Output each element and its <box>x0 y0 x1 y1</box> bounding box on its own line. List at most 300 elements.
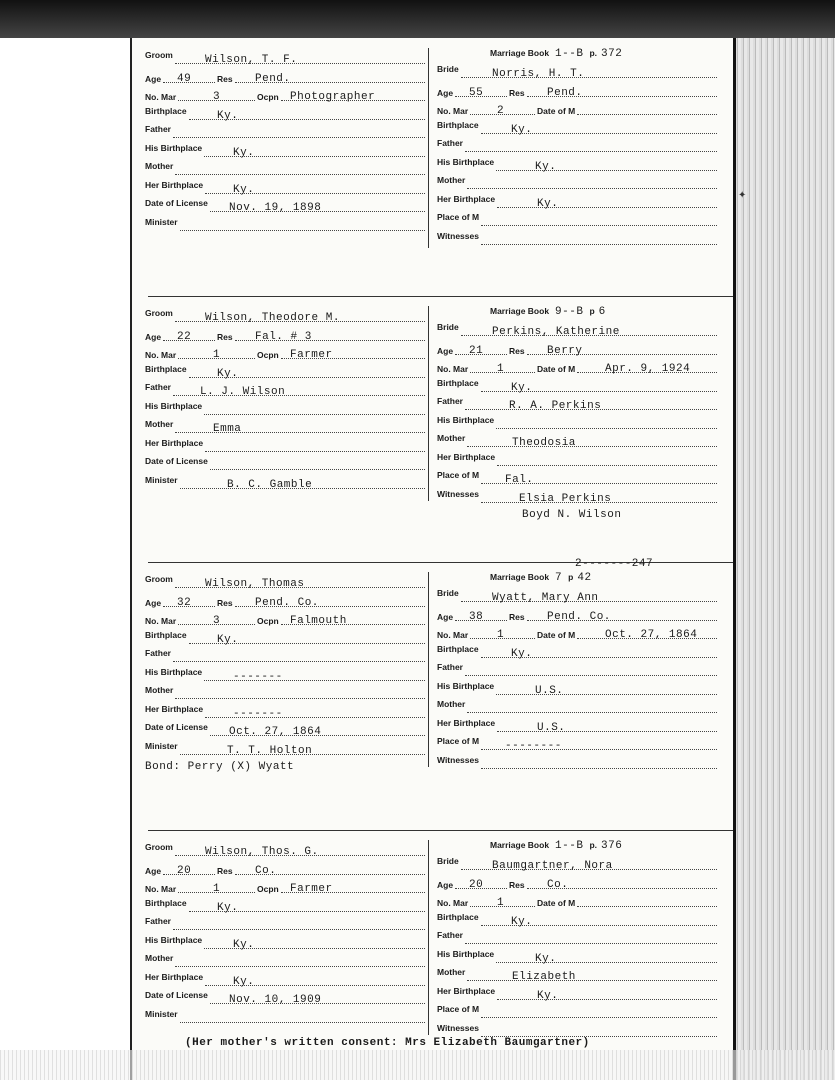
bride-place-of-m-value: Fal. <box>505 474 534 486</box>
groom-name-label: Groom <box>145 308 173 318</box>
marriage-book-page-label: p. <box>589 840 598 850</box>
bride-her-birthplace-label: Her Birthplace <box>437 451 496 462</box>
bride-mother-line <box>467 980 717 981</box>
bride-birthplace-label: Birthplace <box>437 911 479 922</box>
groom-age-second-value: Pend. <box>255 72 291 85</box>
bride-her-birthplace-value: Ky. <box>537 197 559 210</box>
bride-birthplace-value: Ky. <box>511 381 533 394</box>
groom-no-mar-label: No. Mar <box>145 616 177 626</box>
groom-birthplace-label: Birthplace <box>145 897 187 908</box>
bride-birthplace-row <box>437 912 717 930</box>
marriage-book-ref <box>490 306 606 318</box>
bride-his-birthplace-label: His Birthplace <box>437 156 495 167</box>
bride-witnesses-row <box>437 489 717 507</box>
bride-no-mar-second-label: Date of M <box>537 106 576 116</box>
column-divider <box>428 840 429 1035</box>
bride-mother-label: Mother <box>437 699 466 709</box>
bride-name-row <box>437 64 717 82</box>
bride-name-row <box>437 856 717 874</box>
bride-witnesses-line <box>481 768 717 769</box>
groom-no-mar-value: 1 <box>213 349 221 361</box>
bride-her-birthplace-line <box>497 731 717 732</box>
bride-his-birthplace-value: Ky. <box>535 160 557 173</box>
bride-no-mar-row <box>437 101 717 119</box>
groom-date-of-license-row <box>145 990 425 1008</box>
bride-mother-label: Mother <box>437 967 466 977</box>
bride-father-value: R. A. Perkins <box>509 400 602 412</box>
groom-father-row <box>145 916 425 934</box>
bride-no-mar-value: 2 <box>497 105 505 117</box>
groom-father-label: Father <box>145 382 171 392</box>
bride-name-label: Bride <box>437 588 459 598</box>
marriage-book-label: Marriage Book <box>490 48 550 58</box>
groom-no-mar-second-label: Ocpn <box>257 92 279 102</box>
groom-no-mar-second-value: Farmer <box>290 349 333 361</box>
groom-his-birthplace-row <box>145 143 425 161</box>
groom-birthplace-row <box>145 898 425 916</box>
groom-minister-label: Minister <box>145 1008 178 1019</box>
bride-birthplace-row <box>437 378 717 396</box>
groom-name-label: Groom <box>145 574 173 584</box>
groom-age-row <box>145 69 425 87</box>
groom-no-mar-row <box>145 611 425 629</box>
groom-father-label: Father <box>145 648 171 658</box>
bride-name-value: Norris, H. T. <box>492 68 585 80</box>
column-divider <box>428 48 429 248</box>
bride-age-second-label: Res <box>509 87 525 98</box>
bride-birthplace-label: Birthplace <box>437 119 479 130</box>
bride-age-row <box>437 83 717 101</box>
groom-birthplace-row <box>145 364 425 382</box>
bride-place-of-m-line <box>481 1017 717 1018</box>
groom-age-second-label: Res <box>217 331 233 342</box>
bride-mother-label: Mother <box>437 433 466 443</box>
groom-father-label: Father <box>145 124 171 134</box>
groom-date-of-license-label: Date of License <box>145 198 208 208</box>
bride-age-label: Age <box>437 879 454 890</box>
groom-minister-row <box>145 1009 425 1027</box>
bride-his-birthplace-value: U.S. <box>535 684 564 697</box>
groom-her-birthplace-line <box>205 451 425 452</box>
groom-no-mar-second-value: Falmouth <box>290 615 347 627</box>
bride-no-mar-second-label: Date of M <box>537 898 576 908</box>
bride-no-mar-second-value: Oct. 27, 1864 <box>605 629 698 641</box>
marriage-book-ref <box>490 48 622 60</box>
groom-birthplace-row <box>145 630 425 648</box>
groom-name-row <box>145 50 425 68</box>
marriage-book-ref <box>490 840 622 852</box>
groom-no-mar-second-value: Farmer <box>290 883 333 895</box>
card-right-edge <box>733 38 736 1080</box>
bride-father-label: Father <box>437 396 463 406</box>
bride-no-mar-second-line <box>577 906 717 907</box>
groom-minister-row <box>145 475 425 493</box>
marriage-book-volume: 7 <box>555 572 563 584</box>
groom-no-mar-second-label: Ocpn <box>257 884 279 894</box>
groom-his-birthplace-row <box>145 935 425 953</box>
bride-age-row <box>437 607 717 625</box>
bride-her-birthplace-label: Her Birthplace <box>437 717 496 728</box>
bride-witnesses-row <box>437 231 717 249</box>
bride-age-row <box>437 875 717 893</box>
groom-her-birthplace-label: Her Birthplace <box>145 437 204 448</box>
bride-no-mar-row <box>437 359 717 377</box>
bride-mother-value: Elizabeth <box>512 971 576 983</box>
groom-birthplace-row <box>145 106 425 124</box>
bride-birthplace-label: Birthplace <box>437 377 479 388</box>
bride-age-value: 38 <box>469 610 484 623</box>
bride-age-second-label: Res <box>509 611 525 622</box>
bride-his-birthplace-label: His Birthplace <box>437 414 495 425</box>
groom-mother-row <box>145 419 425 437</box>
record-note: Bond: Perry (X) Wyatt <box>145 761 295 773</box>
marriage-book-volume: 1--B <box>555 48 584 60</box>
marriage-book-ref <box>490 572 592 584</box>
bride-birthplace-row <box>437 120 717 138</box>
bride-his-birthplace-line <box>496 962 717 963</box>
groom-date-of-license-label: Date of License <box>145 722 208 732</box>
bride-place-of-m-row <box>437 212 717 230</box>
scan-right-margin <box>735 38 835 1080</box>
bride-his-birthplace-row <box>437 157 717 175</box>
groom-name-value: Wilson, T. F. <box>205 54 298 66</box>
bride-her-birthplace-value: U.S. <box>537 721 566 734</box>
marriage-book-label: Marriage Book <box>490 572 550 582</box>
groom-mother-line <box>175 698 425 699</box>
groom-date-of-license-label: Date of License <box>145 456 208 466</box>
bride-father-label: Father <box>437 662 463 672</box>
groom-age-row <box>145 861 425 879</box>
groom-date-of-license-row <box>145 456 425 474</box>
groom-age-second-value: Pend. Co. <box>255 596 319 609</box>
bride-father-row <box>437 138 717 156</box>
bride-his-birthplace-label: His Birthplace <box>437 948 495 959</box>
bride-her-birthplace-line <box>497 465 717 466</box>
groom-age-second-value: Co. <box>255 864 277 877</box>
marriage-book-page: 6 <box>598 306 606 318</box>
bride-no-mar-label: No. Mar <box>437 364 469 374</box>
marriage-book-page: 42 <box>577 572 592 584</box>
groom-birthplace-label: Birthplace <box>145 363 187 374</box>
groom-minister-value: B. C. Gamble <box>227 478 313 491</box>
bride-witnesses-value: Elsia Perkins <box>519 492 612 505</box>
bride-witnesses-label: Witnesses <box>437 1022 479 1033</box>
bride-name-value: Baumgartner, Nora <box>492 860 613 872</box>
groom-mother-label: Mother <box>145 953 174 963</box>
bride-age-label: Age <box>437 345 454 356</box>
groom-no-mar-value: 3 <box>213 91 221 103</box>
bride-birthplace-value: Ky. <box>511 123 533 136</box>
groom-her-birthplace-value: ------- <box>233 707 283 720</box>
groom-mother-label: Mother <box>145 419 174 429</box>
groom-date-of-license-value: Nov. 19, 1898 <box>229 202 322 214</box>
groom-father-label: Father <box>145 916 171 926</box>
groom-mother-label: Mother <box>145 161 174 171</box>
groom-no-mar-value: 3 <box>213 615 221 627</box>
marriage-book-volume: 1--B <box>555 840 584 852</box>
groom-mother-line <box>175 174 425 175</box>
bride-her-birthplace-label: Her Birthplace <box>437 985 496 996</box>
bride-place-of-m-row <box>437 1004 717 1022</box>
marriage-book-volume: 9--B <box>555 306 584 318</box>
bride-age-second-label: Res <box>509 879 525 890</box>
groom-name-row <box>145 842 425 860</box>
bride-age-value: 55 <box>469 86 484 99</box>
column-divider <box>428 306 429 501</box>
groom-his-birthplace-label: His Birthplace <box>145 666 203 677</box>
bride-witnesses-label: Witnesses <box>437 488 479 499</box>
groom-father-row <box>145 124 425 142</box>
groom-her-birthplace-value: Ky. <box>233 183 255 196</box>
groom-minister-label: Minister <box>145 474 178 485</box>
groom-name-value: Wilson, Thomas <box>205 578 305 590</box>
bride-his-birthplace-line <box>496 694 717 695</box>
groom-no-mar-second-value: Photographer <box>290 91 376 103</box>
groom-her-birthplace-row <box>145 972 425 990</box>
groom-mother-value: Emma <box>213 423 242 435</box>
bride-place-of-m-label: Place of M <box>437 212 480 222</box>
groom-minister-value: T. T. Holton <box>227 744 313 757</box>
bride-birthplace-value: Ky. <box>511 647 533 660</box>
groom-his-birthplace-row <box>145 667 425 685</box>
bride-witnesses-line <box>481 244 717 245</box>
bride-age-row <box>437 341 717 359</box>
groom-her-birthplace-label: Her Birthplace <box>145 971 204 982</box>
scan-top-border <box>0 0 835 38</box>
marriage-book-page-label: p <box>568 572 574 582</box>
bride-no-mar-value: 1 <box>497 363 505 375</box>
groom-no-mar-row <box>145 87 425 105</box>
groom-age-row <box>145 593 425 611</box>
bride-age-label: Age <box>437 611 454 622</box>
bride-mother-row <box>437 699 717 717</box>
bride-his-birthplace-row <box>437 681 717 699</box>
groom-date-of-license-value: Nov. 10, 1909 <box>229 994 322 1006</box>
groom-age-label: Age <box>145 865 162 876</box>
bride-no-mar-row <box>437 893 717 911</box>
groom-no-mar-label: No. Mar <box>145 350 177 360</box>
bride-age-value: 20 <box>469 878 484 891</box>
bride-age-value: 21 <box>469 344 484 357</box>
bride-name-value: Wyatt, Mary Ann <box>492 592 599 604</box>
bride-witnesses-row <box>437 755 717 773</box>
marriage-book-page-label: p <box>589 306 595 316</box>
bride-mother-label: Mother <box>437 175 466 185</box>
bride-her-birthplace-row <box>437 718 717 736</box>
groom-his-birthplace-line <box>204 414 425 415</box>
groom-minister-row <box>145 741 425 759</box>
bride-her-birthplace-row <box>437 986 717 1004</box>
bride-place-of-m-label: Place of M <box>437 736 480 746</box>
groom-mother-row <box>145 161 425 179</box>
groom-father-row <box>145 648 425 666</box>
bride-birthplace-row <box>437 644 717 662</box>
groom-age-value: 22 <box>177 330 192 343</box>
groom-no-mar-value: 1 <box>213 883 221 895</box>
groom-her-birthplace-row <box>145 180 425 198</box>
groom-birthplace-value: Ky. <box>217 633 239 646</box>
groom-minister-row <box>145 217 425 235</box>
groom-age-label: Age <box>145 331 162 342</box>
groom-age-second-label: Res <box>217 865 233 876</box>
groom-his-birthplace-label: His Birthplace <box>145 934 203 945</box>
marriage-book-page: 376 <box>601 840 623 852</box>
bride-place-of-m-label: Place of M <box>437 1004 480 1014</box>
marriage-book-label: Marriage Book <box>490 840 550 850</box>
margin-mark: ✦ <box>738 190 747 201</box>
groom-his-birthplace-label: His Birthplace <box>145 400 203 411</box>
groom-minister-line <box>180 1022 425 1023</box>
groom-age-row <box>145 327 425 345</box>
bride-her-birthplace-line <box>497 999 717 1000</box>
groom-no-mar-row <box>145 879 425 897</box>
column-divider <box>428 572 429 767</box>
bride-age-label: Age <box>437 87 454 98</box>
bride-her-birthplace-value: Ky. <box>537 989 559 1002</box>
bride-no-mar-label: No. Mar <box>437 630 469 640</box>
bride-father-label: Father <box>437 930 463 940</box>
groom-age-value: 32 <box>177 596 192 609</box>
groom-date-of-license-value: Oct. 27, 1864 <box>229 726 322 738</box>
bride-age-second-value: Pend. Co. <box>547 610 611 623</box>
groom-age-value: 49 <box>177 72 192 85</box>
groom-father-line <box>173 929 425 930</box>
bride-no-mar-row <box>437 625 717 643</box>
groom-his-birthplace-row <box>145 401 425 419</box>
bride-birthplace-value: Ky. <box>511 915 533 928</box>
groom-birthplace-value: Ky. <box>217 109 239 122</box>
bride-his-birthplace-label: His Birthplace <box>437 680 495 691</box>
bride-mother-line <box>467 446 717 447</box>
groom-date-of-license-label: Date of License <box>145 990 208 1000</box>
bride-name-value: Perkins, Katherine <box>492 326 620 338</box>
card-left-edge <box>130 38 132 1080</box>
groom-no-mar-second-label: Ocpn <box>257 616 279 626</box>
groom-her-birthplace-row <box>145 438 425 456</box>
bride-mother-line <box>467 712 717 713</box>
bride-name-row <box>437 588 717 606</box>
groom-name-label: Groom <box>145 50 173 60</box>
groom-no-mar-label: No. Mar <box>145 92 177 102</box>
bride-birthplace-label: Birthplace <box>437 643 479 654</box>
groom-age-second-label: Res <box>217 73 233 84</box>
marriage-book-page-label: p. <box>589 48 598 58</box>
groom-father-value: L. J. Wilson <box>200 386 286 398</box>
bride-his-birthplace-row <box>437 415 717 433</box>
groom-father-line <box>173 661 425 662</box>
bride-mother-line <box>467 188 717 189</box>
bride-father-line <box>465 675 717 676</box>
groom-birthplace-label: Birthplace <box>145 105 187 116</box>
groom-minister-line <box>180 230 425 231</box>
groom-age-second-value: Fal. # 3 <box>255 330 312 343</box>
groom-age-second-label: Res <box>217 597 233 608</box>
groom-age-label: Age <box>145 73 162 84</box>
record-separator <box>148 830 733 831</box>
bride-age-second-value: Co. <box>547 878 569 891</box>
bride-mother-row <box>437 175 717 193</box>
marriage-book-page: 372 <box>601 48 623 60</box>
groom-his-birthplace-value: Ky. <box>233 146 255 159</box>
bride-no-mar-value: 1 <box>497 897 505 909</box>
groom-mother-label: Mother <box>145 685 174 695</box>
groom-birthplace-value: Ky. <box>217 367 239 380</box>
groom-age-label: Age <box>145 597 162 608</box>
bride-no-mar-second-label: Date of M <box>537 630 576 640</box>
groom-birthplace-value: Ky. <box>217 901 239 914</box>
bride-father-row <box>437 930 717 948</box>
bride-name-row <box>437 322 717 340</box>
bride-name-label: Bride <box>437 322 459 332</box>
groom-date-of-license-row <box>145 198 425 216</box>
groom-father-line <box>173 137 425 138</box>
bride-mother-row <box>437 967 717 985</box>
bride-no-mar-label: No. Mar <box>437 898 469 908</box>
bride-father-line <box>465 943 717 944</box>
groom-his-birthplace-value: ------- <box>233 670 283 683</box>
bride-place-of-m-value: -------- <box>505 740 562 752</box>
bride-place-of-m-label: Place of M <box>437 470 480 480</box>
bride-place-of-m-row <box>437 470 717 488</box>
bride-father-row <box>437 662 717 680</box>
bride-father-row <box>437 396 717 414</box>
groom-name-value: Wilson, Thos. G. <box>205 846 319 858</box>
groom-mother-line <box>175 966 425 967</box>
groom-his-birthplace-label: His Birthplace <box>145 142 203 153</box>
bride-her-birthplace-row <box>437 452 717 470</box>
bride-age-second-value: Berry <box>547 344 583 357</box>
groom-date-of-license-line <box>210 469 425 470</box>
bride-her-birthplace-line <box>497 207 717 208</box>
bride-no-mar-second-label: Date of M <box>537 364 576 374</box>
groom-his-birthplace-value: Ky. <box>233 938 255 951</box>
bride-witnesses-label: Witnesses <box>437 754 479 765</box>
bride-her-birthplace-row <box>437 194 717 212</box>
bride-name-label: Bride <box>437 856 459 866</box>
bride-his-birthplace-row <box>437 949 717 967</box>
groom-name-label: Groom <box>145 842 173 852</box>
groom-minister-label: Minister <box>145 216 178 227</box>
groom-no-mar-second-label: Ocpn <box>257 350 279 360</box>
bride-age-second-value: Pend. <box>547 86 583 99</box>
bride-no-mar-label: No. Mar <box>437 106 469 116</box>
bride-mother-row <box>437 433 717 451</box>
bride-place-of-m-line <box>481 225 717 226</box>
bride-place-of-m-row <box>437 736 717 754</box>
groom-name-value: Wilson, Theodore M. <box>205 312 340 324</box>
groom-minister-label: Minister <box>145 740 178 751</box>
record-note: Boyd N. Wilson <box>522 509 622 521</box>
bride-his-birthplace-line <box>496 170 717 171</box>
bride-no-mar-value: 1 <box>497 629 505 641</box>
marriage-book-label: Marriage Book <box>490 306 550 316</box>
groom-no-mar-label: No. Mar <box>145 884 177 894</box>
groom-her-birthplace-label: Her Birthplace <box>145 179 204 190</box>
groom-mother-row <box>145 953 425 971</box>
groom-father-row <box>145 382 425 400</box>
groom-birthplace-label: Birthplace <box>145 629 187 640</box>
bride-his-birthplace-value: Ky. <box>535 952 557 965</box>
record-separator <box>148 296 733 297</box>
bride-no-mar-second-value: Apr. 9, 1924 <box>605 363 691 375</box>
groom-her-birthplace-value: Ky. <box>233 975 255 988</box>
groom-mother-row <box>145 685 425 703</box>
bride-name-label: Bride <box>437 64 459 74</box>
groom-age-value: 20 <box>177 864 192 877</box>
bride-mother-value: Theodosia <box>512 437 576 449</box>
groom-name-row <box>145 308 425 326</box>
bride-witnesses-label: Witnesses <box>437 230 479 241</box>
